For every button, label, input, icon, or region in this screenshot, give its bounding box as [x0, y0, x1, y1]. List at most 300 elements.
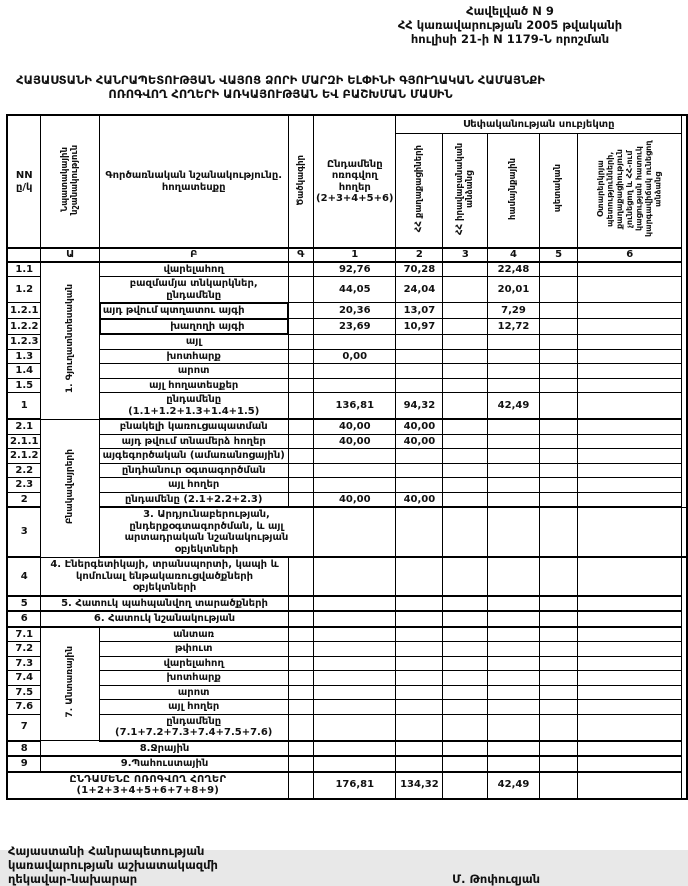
table-row — [7, 449, 687, 464]
row-number-cell: 7.3 — [7, 656, 41, 671]
code-cell — [288, 419, 313, 434]
value-cell — [314, 700, 396, 715]
table-row — [7, 262, 687, 277]
row-number-cell: 1.2.1 — [7, 303, 41, 319]
col-header-state — [539, 133, 578, 248]
value-cell — [539, 627, 578, 642]
value-cell — [578, 434, 682, 449]
value-cell — [396, 656, 443, 671]
value-cell — [314, 642, 396, 657]
table-row — [7, 434, 687, 449]
code-cell — [288, 671, 313, 686]
col-index — [7, 248, 41, 262]
row-number-cell: 7.1 — [7, 627, 41, 642]
row-label-cell: այդ թվում տնամերձ հողեր — [99, 434, 288, 449]
signature-name: Մ. Թոփուզյան — [452, 871, 540, 886]
signatory-line-3: ղեկավար-նախարար — [8, 871, 138, 886]
value-cell — [396, 756, 443, 772]
value-cell: 23,69 — [314, 319, 396, 335]
value-cell — [396, 449, 443, 464]
code-cell — [288, 434, 313, 449]
row-number-cell: 1.2.2 — [7, 319, 41, 335]
col-header-legal-entities — [443, 133, 488, 248]
row-number-cell: 7.4 — [7, 671, 41, 686]
table-body — [7, 262, 687, 799]
value-cell — [488, 349, 539, 364]
value-cell — [539, 700, 578, 715]
code-cell — [288, 642, 313, 657]
value-cell — [443, 364, 488, 379]
grand-total-value-cell: 176,81 — [314, 772, 396, 799]
value-cell — [539, 492, 578, 507]
document-title — [8, 73, 553, 101]
table-row — [7, 507, 687, 557]
table-row — [7, 685, 687, 700]
row-number-cell: 3 — [7, 507, 41, 557]
col-header-legal-entities-label: ՀՀ իրավաբանական անձանց — [455, 142, 476, 235]
group-label: Բնակավայրերի — [64, 448, 75, 524]
value-cell — [539, 741, 578, 757]
value-cell — [443, 756, 488, 772]
table-row — [7, 364, 687, 379]
value-cell: 20,01 — [488, 277, 539, 303]
row-label-cell — [100, 303, 288, 319]
row-number-cell: 1.1 — [7, 262, 41, 277]
row-label-cell: 9.Պահուստային — [41, 756, 288, 772]
value-cell — [578, 557, 682, 596]
table-row — [7, 319, 687, 335]
group-label-cell — [41, 419, 99, 557]
row-sublabel-part: պտղատու այգի — [160, 305, 245, 316]
value-cell — [488, 449, 539, 464]
row-number-cell: 1 — [7, 393, 41, 420]
col-index: 1 — [314, 248, 396, 262]
row-number-cell: 2.3 — [7, 478, 41, 493]
value-cell — [539, 611, 578, 627]
code-cell — [288, 277, 313, 303]
value-cell — [314, 557, 396, 596]
row-number-cell: 8 — [7, 741, 41, 757]
value-cell — [578, 349, 682, 364]
value-cell — [443, 507, 488, 557]
value-cell — [488, 611, 539, 627]
row-label-cell: խոտհարք — [99, 671, 288, 686]
row-number-cell: 1.2 — [7, 277, 41, 303]
value-cell — [539, 656, 578, 671]
col-index: Բ — [99, 248, 288, 262]
value-cell — [539, 557, 578, 596]
value-cell — [314, 756, 396, 772]
value-cell — [578, 478, 682, 493]
col-index: Ա — [41, 248, 99, 262]
row-number-cell: 2 — [7, 492, 41, 507]
value-cell — [539, 642, 578, 657]
value-cell — [539, 303, 578, 319]
value-cell — [443, 478, 488, 493]
table-row — [7, 611, 687, 627]
value-cell — [578, 756, 682, 772]
value-cell — [443, 434, 488, 449]
row-number-cell: 2.2 — [7, 463, 41, 478]
row-number-cell: 7.2 — [7, 642, 41, 657]
value-cell — [488, 378, 539, 393]
group-label-cell — [41, 262, 99, 420]
table-row — [7, 303, 687, 319]
code-cell — [288, 714, 313, 741]
value-cell — [443, 492, 488, 507]
col-index: 2 — [396, 248, 443, 262]
table-row — [7, 700, 687, 715]
col-header-total: Ընդամենը ոռոգվող հողեր (2+3+4+5+6) — [314, 115, 396, 248]
value-cell — [396, 364, 443, 379]
value-cell — [396, 611, 443, 627]
value-cell — [488, 557, 539, 596]
value-cell — [443, 671, 488, 686]
col-index: 5 — [539, 248, 578, 262]
header-row-top — [7, 115, 687, 133]
value-cell — [539, 419, 578, 434]
value-cell — [443, 463, 488, 478]
value-cell — [539, 756, 578, 772]
value-cell — [578, 714, 682, 741]
value-cell — [443, 741, 488, 757]
table-row — [7, 671, 687, 686]
row-number-cell: 2.1 — [7, 419, 41, 434]
signatory-line-1: Հայաստանի Հանրապետության — [8, 843, 205, 858]
table-row — [7, 463, 687, 478]
value-cell — [539, 507, 578, 557]
row-label-cell: 8.Ջրային — [41, 741, 288, 757]
value-cell — [443, 642, 488, 657]
value-cell — [578, 611, 682, 627]
irrigated-lands-table — [6, 114, 688, 800]
value-cell: 7,29 — [488, 303, 539, 319]
row-number-cell: 1.5 — [7, 378, 41, 393]
col-header-purpose-label: Նպատակային նշանակություն — [59, 144, 81, 215]
table-header — [7, 115, 687, 262]
code-cell — [288, 596, 313, 612]
value-cell — [314, 335, 396, 350]
value-cell — [488, 656, 539, 671]
value-cell — [396, 642, 443, 657]
value-cell — [578, 596, 682, 612]
row-label-cell: այլ — [99, 335, 288, 350]
row-sublabel-part: խաղողի այգի — [170, 320, 245, 332]
table-row — [7, 419, 687, 434]
code-cell — [288, 319, 313, 335]
value-cell — [578, 741, 682, 757]
value-cell — [488, 364, 539, 379]
row-label-cell: ընդամենը (1.1+1.2+1.3+1.4+1.5) — [99, 393, 288, 420]
value-cell — [443, 685, 488, 700]
value-cell: 40,00 — [314, 434, 396, 449]
col-header-foreign-label: Օտարերկրյա պետությունների, քաղաքացիություն չունեցող և ՀՀ-ում կացության հատուկ կարգավիճակ ունեցող անձանց — [596, 140, 663, 237]
value-cell — [488, 714, 539, 741]
value-cell: 24,04 — [396, 277, 443, 303]
col-index: 6 — [578, 248, 682, 262]
group-label: 7. Անտառային — [64, 646, 75, 718]
value-cell: 40,00 — [396, 434, 443, 449]
value-cell — [443, 378, 488, 393]
value-cell — [396, 349, 443, 364]
row-number-cell: 7.5 — [7, 685, 41, 700]
grand-total-value-cell — [443, 772, 488, 799]
row-number-cell: 6 — [7, 611, 41, 627]
code-cell — [288, 303, 313, 319]
col-index: 4 — [488, 248, 539, 262]
value-cell — [396, 557, 443, 596]
table-row — [7, 642, 687, 657]
signature-block — [8, 844, 688, 886]
annex-line-1: Հավելված N 9 — [466, 4, 554, 18]
row-label-cell: բազմամյա տնկարկներ, ընդամենը — [99, 277, 288, 303]
code-cell — [288, 627, 313, 642]
value-cell — [314, 364, 396, 379]
value-cell — [488, 642, 539, 657]
col-header-nn: NN ը/կ — [7, 115, 41, 248]
table-row — [7, 714, 687, 741]
table-row — [7, 277, 687, 303]
row-label-cell: խոտհարք — [99, 349, 288, 364]
value-cell — [443, 714, 488, 741]
value-cell — [443, 303, 488, 319]
value-cell — [539, 434, 578, 449]
value-cell — [396, 507, 443, 557]
table-row — [7, 596, 687, 612]
value-cell — [539, 393, 578, 420]
value-cell — [443, 611, 488, 627]
value-cell — [578, 393, 682, 420]
table-row — [7, 627, 687, 642]
value-cell — [539, 378, 578, 393]
col-header-citizens — [396, 133, 443, 248]
code-cell — [288, 463, 313, 478]
row-number-cell: 1.4 — [7, 364, 41, 379]
value-cell — [488, 492, 539, 507]
value-cell — [314, 741, 396, 757]
row-number-cell: 7.6 — [7, 700, 41, 715]
value-cell — [539, 478, 578, 493]
code-cell — [288, 656, 313, 671]
col-header-ownership-group: Սեփականության սուբյեկտը — [396, 115, 682, 133]
value-cell: 20,36 — [314, 303, 396, 319]
table-row — [7, 492, 687, 507]
value-cell — [314, 463, 396, 478]
value-cell — [443, 656, 488, 671]
value-cell — [578, 335, 682, 350]
value-cell — [314, 714, 396, 741]
table-row — [7, 557, 687, 596]
value-cell — [539, 335, 578, 350]
value-cell — [443, 419, 488, 434]
row-label-cell: 3. Արդյունաբերության, ընդերքօգտագործման, և այլ արտադրական նշանակության օբյեկտների — [99, 507, 313, 557]
col-header-code — [288, 115, 313, 248]
value-cell — [396, 627, 443, 642]
row-number-cell: 5 — [7, 596, 41, 612]
value-cell — [396, 714, 443, 741]
value-cell — [443, 596, 488, 612]
value-cell — [578, 262, 682, 277]
row-label-cell: բնակելի կառուցապատման — [99, 419, 288, 434]
row-number-cell: 9 — [7, 756, 41, 772]
value-cell — [488, 671, 539, 686]
col-index: 3 — [443, 248, 488, 262]
value-cell — [578, 642, 682, 657]
row-label-cell: 4. Էներգետիկայի, տրանսպորտի, կապի և կոմունալ ենթակառուցվածքների օբյեկտների — [41, 557, 288, 596]
col-header-foreign — [578, 133, 682, 248]
row-label-part: այդ թվում — [102, 305, 158, 316]
value-cell — [488, 419, 539, 434]
row-label-cell: այլ հողեր — [99, 700, 288, 715]
value-cell: 92,76 — [314, 262, 396, 277]
value-cell — [314, 671, 396, 686]
value-cell: 0,00 — [314, 349, 396, 364]
value-cell: 40,00 — [396, 419, 443, 434]
value-cell — [314, 378, 396, 393]
code-cell — [288, 557, 313, 596]
annex-line-3: հուլիսի 21-ի N 1179-Ն որոշման — [410, 32, 610, 46]
row-number-cell: 7 — [7, 714, 41, 741]
value-cell — [488, 335, 539, 350]
value-cell — [539, 685, 578, 700]
value-cell — [396, 685, 443, 700]
annex-line-2: ՀՀ կառավարության 2005 թվականի — [397, 18, 623, 32]
value-cell — [488, 741, 539, 757]
table-row — [7, 656, 687, 671]
code-cell — [288, 685, 313, 700]
value-cell — [443, 262, 488, 277]
value-cell — [488, 434, 539, 449]
value-cell — [488, 463, 539, 478]
value-cell — [578, 656, 682, 671]
row-label-cell: ընդամենը (2.1+2.2+2.3) — [99, 492, 288, 507]
row-label-cell: արոտ — [99, 364, 288, 379]
value-cell — [396, 671, 443, 686]
value-cell — [443, 277, 488, 303]
value-cell: 13,07 — [396, 303, 443, 319]
signatory-title — [8, 844, 218, 886]
col-header-community-label: համայնքային — [508, 157, 519, 220]
value-cell: 42,49 — [488, 393, 539, 420]
value-cell — [578, 507, 682, 557]
table-row — [7, 478, 687, 493]
table-row — [7, 393, 687, 420]
value-cell — [488, 596, 539, 612]
value-cell — [578, 700, 682, 715]
group-label: 1. Գյուղատնտեսական — [64, 284, 75, 394]
code-cell — [288, 772, 313, 799]
grand-total-value-cell — [539, 772, 578, 799]
row-label-cell: վարելահող — [99, 656, 288, 671]
value-cell — [578, 492, 682, 507]
value-cell — [578, 303, 682, 319]
row-label-cell: արոտ — [99, 685, 288, 700]
code-cell — [288, 335, 313, 350]
value-cell — [314, 685, 396, 700]
value-cell — [578, 319, 682, 335]
value-cell — [539, 463, 578, 478]
group-label-cell — [41, 627, 99, 741]
code-cell — [288, 700, 313, 715]
value-cell — [539, 277, 578, 303]
value-cell: 70,28 — [396, 262, 443, 277]
value-cell — [539, 364, 578, 379]
grand-total-value-cell — [578, 772, 682, 799]
col-header-code-label: Ծածկագիր — [295, 154, 306, 205]
row-label-cell: 6. Հատուկ նշանակության — [41, 611, 288, 627]
value-cell — [314, 596, 396, 612]
value-cell — [396, 700, 443, 715]
table-row — [7, 335, 687, 350]
value-cell — [396, 478, 443, 493]
grand-total-row — [7, 772, 687, 799]
value-cell: 12,72 — [488, 319, 539, 335]
row-label-cell: ընդհանուր օգտագործման — [99, 463, 288, 478]
row-number-cell: 2.1.1 — [7, 434, 41, 449]
title-line-2: ՈՌՈԳՎՈՂ ՀՈՂԵՐԻ ԱՌԿԱՅՈՒԹՅԱՆ ԵՎ ԲԱՇԽՄԱՆ ՄԱՍԻՆ — [108, 87, 453, 101]
signatory-line-2: կառավարության աշխատակազմի — [8, 857, 218, 872]
code-cell — [288, 492, 313, 507]
row-label-cell: ընդամենը (7.1+7.2+7.3+7.4+7.5+7.6) — [99, 714, 288, 741]
col-header-community — [488, 133, 539, 248]
value-cell — [578, 463, 682, 478]
value-cell — [682, 507, 688, 557]
code-cell — [288, 478, 313, 493]
value-cell — [539, 349, 578, 364]
value-cell — [539, 596, 578, 612]
value-cell — [396, 463, 443, 478]
value-cell: 136,81 — [314, 393, 396, 420]
value-cell: 94,32 — [396, 393, 443, 420]
value-cell — [578, 627, 682, 642]
code-cell — [288, 756, 313, 772]
value-cell — [539, 262, 578, 277]
table-row — [7, 349, 687, 364]
grand-total-label-cell: ԸՆԴԱՄԵՆԸ ՈՌՈԳՎՈՂ ՀՈՂԵՐ (1+2+3+4+5+6+7+8+9) — [7, 772, 288, 799]
value-cell — [396, 378, 443, 393]
row-label-cell: թփուտ — [99, 642, 288, 657]
value-cell — [578, 378, 682, 393]
value-cell — [443, 700, 488, 715]
value-cell — [578, 419, 682, 434]
grand-total-value-cell: 42,49 — [488, 772, 539, 799]
value-cell — [578, 277, 682, 303]
value-cell: 40,00 — [314, 419, 396, 434]
value-cell — [539, 319, 578, 335]
row-label-cell: այգեգործական (ամառանոցային) — [99, 449, 288, 464]
value-cell — [314, 449, 396, 464]
value-cell: 40,00 — [314, 492, 396, 507]
value-cell: 10,97 — [396, 319, 443, 335]
value-cell: 22,48 — [488, 262, 539, 277]
value-cell — [396, 596, 443, 612]
row-label-cell — [100, 319, 288, 335]
value-cell — [443, 349, 488, 364]
col-header-state-label: պետական — [553, 164, 564, 213]
value-cell — [488, 507, 539, 557]
value-cell — [539, 671, 578, 686]
value-cell — [539, 449, 578, 464]
code-cell — [288, 378, 313, 393]
code-cell — [288, 262, 313, 277]
value-cell — [396, 741, 443, 757]
code-cell — [288, 349, 313, 364]
col-header-functional: Գործառնական նշանակությունը. հողատեսքը — [99, 115, 288, 248]
value-cell — [488, 627, 539, 642]
value-cell — [539, 714, 578, 741]
grand-total-value-cell: 134,32 — [396, 772, 443, 799]
value-cell — [578, 364, 682, 379]
